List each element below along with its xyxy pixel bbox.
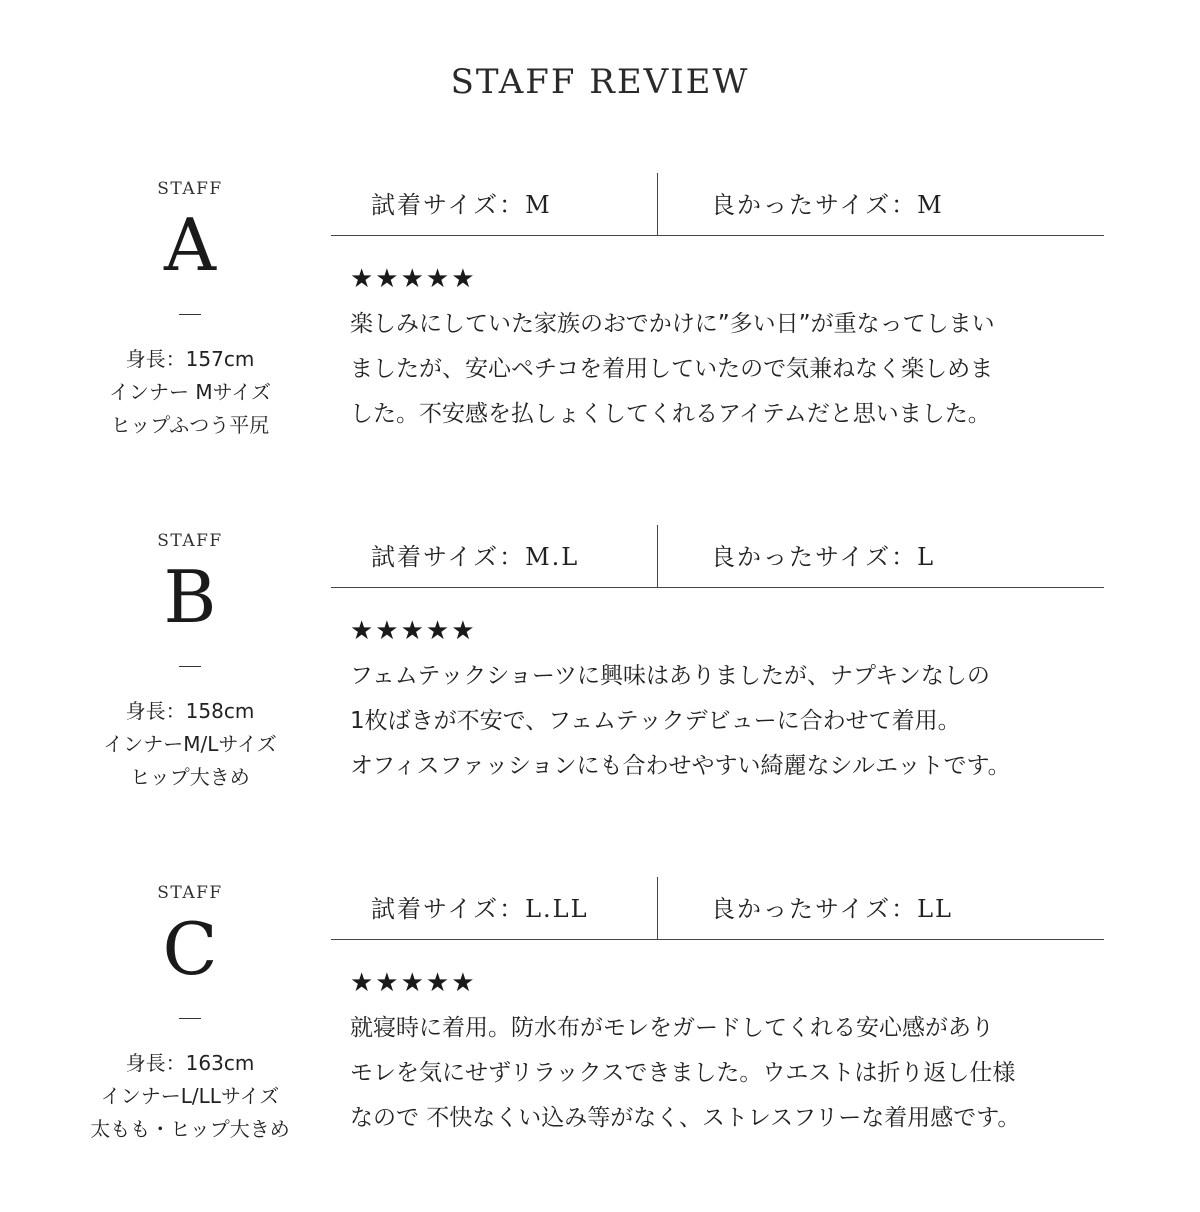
staff-inner-size: インナーL/LLサイズ — [100, 1084, 280, 1108]
tried-size: 試着サイズ：L.LL — [371, 895, 589, 923]
comment-line: モレを気にせずリラックスできました。ウエストは折り返し仕様 — [350, 1060, 1016, 1086]
staff-height: 身長：158cm — [125, 699, 255, 723]
staff-profile — [60, 178, 320, 442]
size-row — [331, 525, 1104, 588]
comment-line: した。不安感を払しょくしてくれるアイテムだと思いました。 — [350, 401, 991, 427]
tried-size: 試着サイズ：M — [371, 191, 552, 219]
staff-info — [60, 1047, 320, 1146]
size-divider — [657, 525, 658, 587]
staff-review-b — [0, 530, 1200, 860]
good-size: 良かったサイズ：L — [711, 543, 936, 571]
staff-review-c — [0, 882, 1200, 1212]
size-divider — [657, 173, 658, 235]
comment-line: 就寝時に着用。防水布がモレをガードしてくれる安心感があり — [350, 1015, 994, 1041]
staff-height: 身長：163cm — [125, 1051, 255, 1075]
staff-letter: B — [163, 555, 217, 639]
staff-profile — [60, 882, 320, 1146]
staff-label: STAFF — [157, 531, 223, 551]
good-size: 良かったサイズ：LL — [711, 895, 953, 923]
review-comment — [350, 654, 1110, 789]
staff-body-type: ヒップ大きめ — [130, 765, 250, 789]
staff-review-a — [0, 178, 1200, 508]
good-size: 良かったサイズ：M — [711, 191, 944, 219]
staff-inner-size: インナー Mサイズ — [108, 380, 271, 404]
tried-size: 試着サイズ：M.L — [371, 543, 580, 571]
staff-profile — [60, 530, 320, 794]
staff-info — [60, 695, 320, 794]
comment-line: フェムテックショーツに興味はありましたが、ナプキンなしの — [350, 663, 990, 689]
staff-inner-size: インナーM/Lサイズ — [103, 732, 277, 756]
comment-line: 1枚ばきが不安で、フェムテックデビューに合わせて着用。 — [350, 708, 961, 734]
staff-info — [60, 343, 320, 442]
staff-label: STAFF — [157, 883, 223, 903]
divider-dash — [179, 666, 201, 667]
staff-body-type: ヒップふつう平尻 — [110, 413, 270, 437]
star-rating: ★★★★★ — [350, 264, 477, 294]
staff-height: 身長：157cm — [125, 347, 255, 371]
staff-label: STAFF — [157, 179, 223, 199]
size-divider — [657, 877, 658, 939]
staff-body-type: 太もも・ヒップ大きめ — [90, 1117, 290, 1141]
divider-dash — [179, 1018, 201, 1019]
size-row — [331, 877, 1104, 940]
comment-line: なので 不快なくい込み等がなく、ストレスフリーな着用感です。 — [350, 1105, 1021, 1131]
star-rating: ★★★★★ — [350, 968, 477, 998]
review-comment — [350, 1006, 1110, 1141]
size-row — [331, 173, 1104, 236]
page-title: STAFF REVIEW — [450, 62, 750, 102]
star-rating: ★★★★★ — [350, 616, 477, 646]
review-comment — [350, 302, 1110, 437]
comment-line: ましたが、安心ペチコを着用していたので気兼ねなく楽しめま — [350, 356, 994, 382]
comment-line: 楽しみにしていた家族のおでかけに”多い日”が重なってしまい — [350, 311, 995, 337]
comment-line: オフィスファッションにも合わせやすい綺麗なシルエットです。 — [350, 753, 1011, 779]
divider-dash — [179, 314, 201, 315]
staff-letter: A — [164, 203, 216, 287]
staff-letter: C — [162, 907, 218, 991]
